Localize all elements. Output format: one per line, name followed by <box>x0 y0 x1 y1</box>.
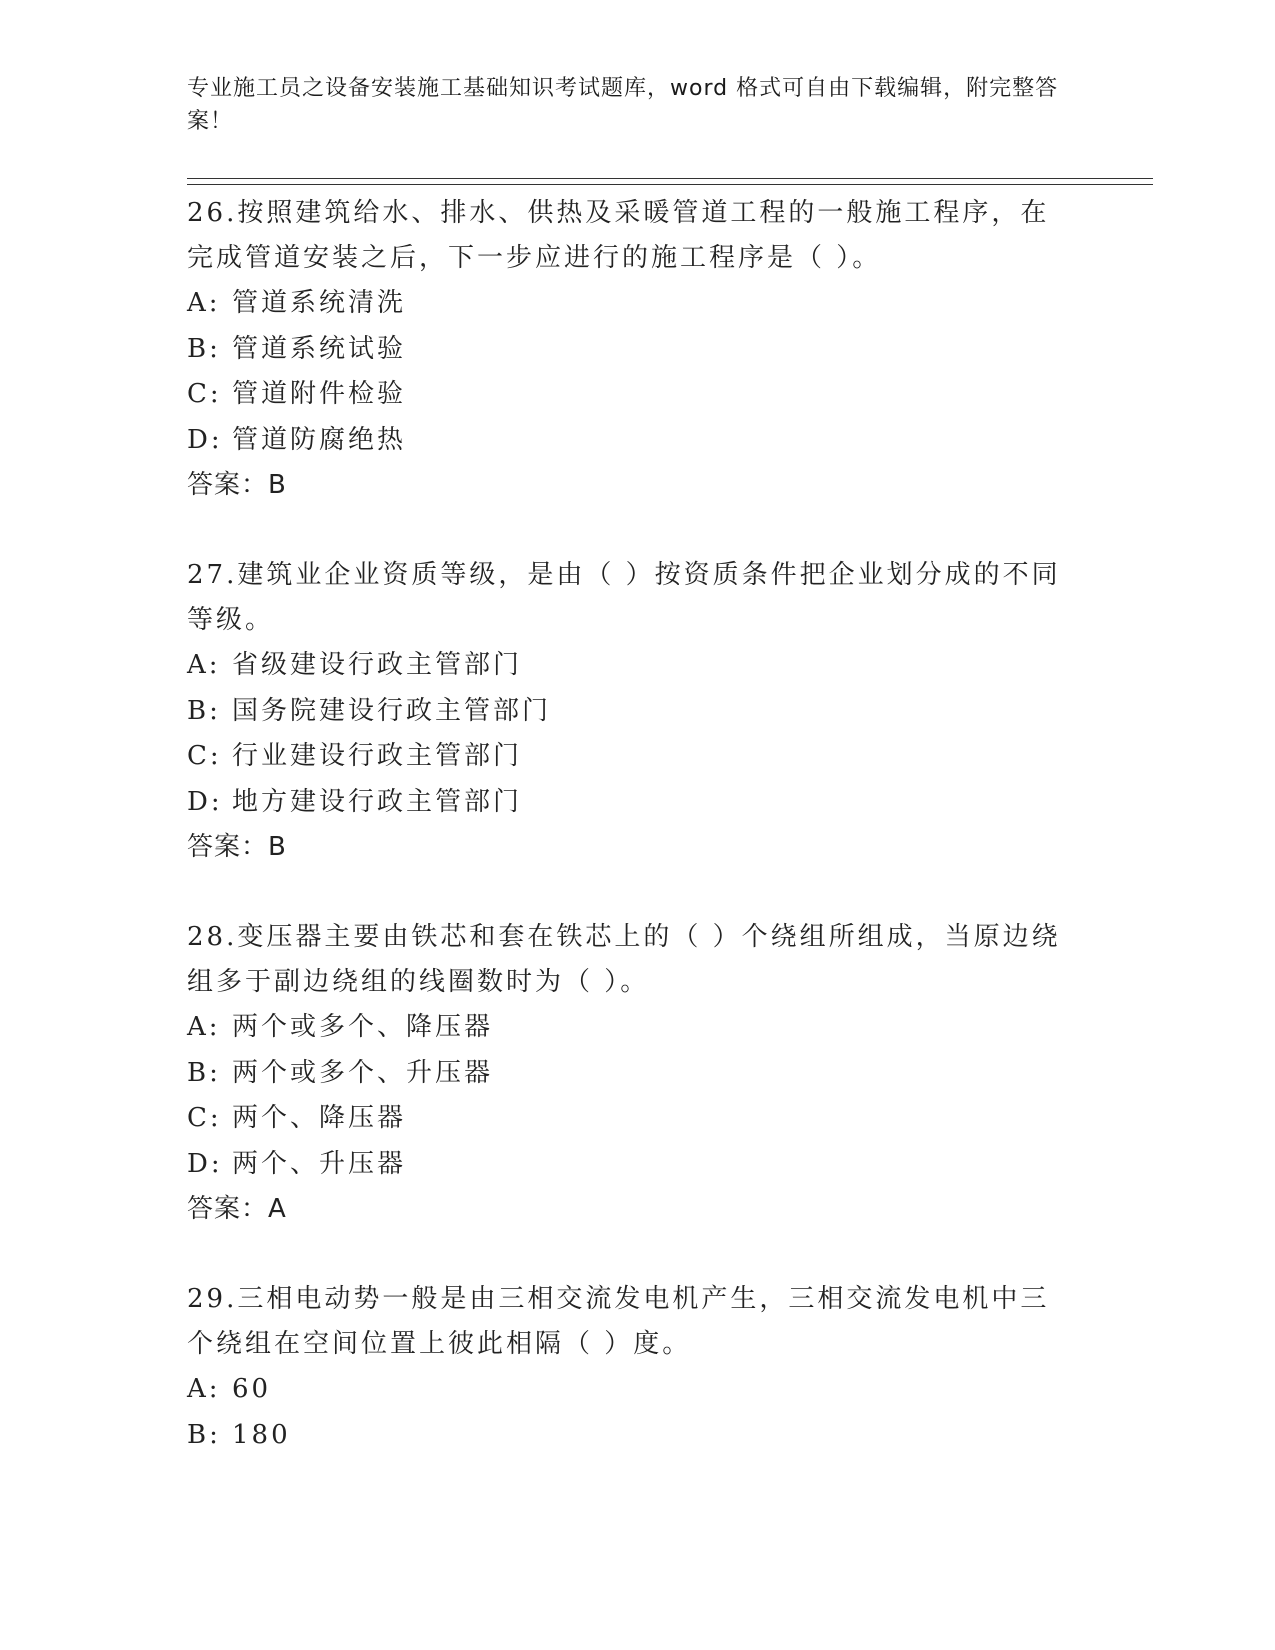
option-c <box>187 734 1087 780</box>
answer-line: 答案：B <box>187 470 287 500</box>
option-c <box>187 372 1087 418</box>
option-text: 60 <box>232 1374 272 1404</box>
option-d <box>187 418 1087 464</box>
option-key: C: <box>187 1103 222 1133</box>
question-item <box>187 915 1087 1232</box>
header-divider-bottom <box>187 184 1153 185</box>
question-item <box>187 1277 1087 1458</box>
option-text: 管道系统试验 <box>232 333 407 364</box>
option-key: B: <box>187 695 221 726</box>
option-d <box>187 780 1087 826</box>
option-key: A: <box>187 288 221 318</box>
header-divider-top <box>187 178 1153 179</box>
option-c <box>187 1096 1087 1142</box>
question-stem: 27.建筑业企业资质等级，是由（ ）按资质条件把企业划分成的不同等级。 <box>187 560 1061 635</box>
option-b <box>187 689 1087 735</box>
option-text: 省级建设行政主管部门 <box>232 650 523 680</box>
answer-line: 答案：A <box>187 1194 287 1224</box>
document-header: 专业施工员之设备安装施工基础知识考试题库，word 格式可自由下载编辑，附完整答案！ <box>187 76 1059 134</box>
option-a <box>187 281 1087 327</box>
option-text: 行业建设行政主管部门 <box>232 741 523 771</box>
option-key: D: <box>187 1148 223 1179</box>
option-b <box>187 327 1087 373</box>
option-b <box>187 1051 1087 1097</box>
option-a <box>187 1005 1087 1051</box>
option-text: 管道防腐绝热 <box>232 424 407 455</box>
option-d <box>187 1142 1087 1188</box>
option-key: D: <box>187 424 223 455</box>
option-a <box>187 1367 1087 1413</box>
question-item <box>187 553 1087 870</box>
option-text: 管道系统清洗 <box>232 288 407 318</box>
option-key: A: <box>187 1374 221 1404</box>
answer-line: 答案：B <box>187 832 287 862</box>
option-key: A: <box>187 1012 221 1042</box>
option-text: 两个或多个、降压器 <box>232 1012 494 1042</box>
option-text: 国务院建设行政主管部门 <box>232 695 552 726</box>
option-key: D: <box>187 786 223 817</box>
question-item <box>187 191 1087 508</box>
question-stem: 28.变压器主要由铁芯和套在铁芯上的（ ）个绕组所组成，当原边绕组多于副边绕组的线圈数时为（ ）。 <box>187 922 1061 997</box>
option-key: A: <box>187 650 221 680</box>
question-stem: 26.按照建筑给水、排水、供热及采暖管道工程的一般施工程序，在完成管道安装之后，下一步应进行的施工程序是（ ）。 <box>187 198 1050 273</box>
option-key: B: <box>187 1057 221 1088</box>
option-text: 地方建设行政主管部门 <box>232 786 523 817</box>
option-b <box>187 1413 1087 1459</box>
option-text: 管道附件检验 <box>232 379 407 409</box>
option-text: 180 <box>232 1419 291 1450</box>
option-text: 两个或多个、升压器 <box>232 1057 494 1088</box>
option-a <box>187 643 1087 689</box>
option-key: C: <box>187 741 222 771</box>
option-key: B: <box>187 333 221 364</box>
option-text: 两个、降压器 <box>232 1103 407 1133</box>
question-stem: 29.三相电动势一般是由三相交流发电机产生，三相交流发电机中三个绕组在空间位置上彼此相隔（ ）度。 <box>187 1284 1050 1359</box>
option-text: 两个、升压器 <box>232 1148 407 1179</box>
question-list <box>187 191 1087 1503</box>
option-key: C: <box>187 379 222 409</box>
option-key: B: <box>187 1419 221 1450</box>
